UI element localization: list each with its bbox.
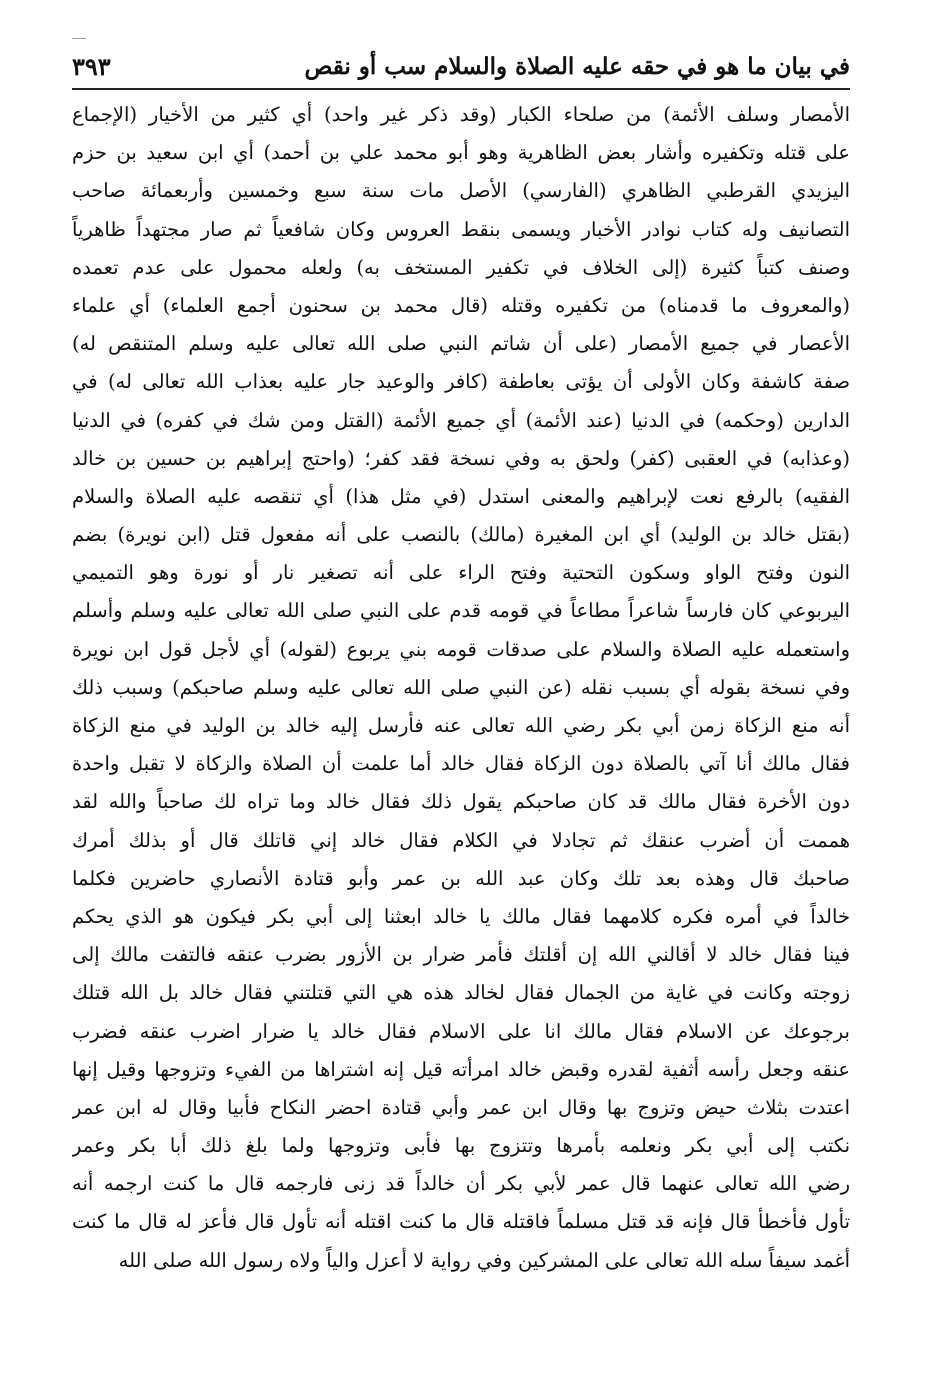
- text-line: عنقه وجعل رأسه أثفية لقدره وقبض خالد امرأته قيل إنه اشتراها من الفيء وتزوجها وقيل إنها: [72, 1057, 850, 1081]
- text-line: اعتدت بثلاث حيض وتزوج بها وقال ابن عمر وأبي قتادة احضر النكاح فأبيا وقال له ابن عمر: [72, 1095, 850, 1119]
- book-page: [72, 0, 850, 1389]
- text-line: فقال مالك أنا آتي بالصلاة دون الزكاة فقال خالد أما علمت أن الصلاة والزكاة لا تقبل واحدة: [72, 752, 850, 776]
- text-line: (وعذابه) في العقبى (كفر) ولحق به وفي نسخة فقد كفر؛ (واحتج إبراهيم بن حسين بن خالد: [72, 446, 850, 470]
- page-header: [72, 46, 850, 86]
- text-line: (والمعروف ما قدمناه) من تكفيره وقتله (قال محمد بن سحنون أجمع العلماء) أي علماء: [72, 293, 850, 317]
- text-line: أنه منع الزكاة زمن أبي بكر رضي الله تعالى عنه فأرسل إليه خالد بن الوليد في منع الزكاة: [72, 714, 850, 737]
- text-line: على قتله وتكفيره وأشار بعض الظاهرية وهو أبو محمد علي بن أحمد) أي ابن سعيد بن حزم: [72, 141, 850, 165]
- text-line: (بقتل خالد بن الوليد) أي ابن المغيرة (مالك) بالنصب على أنه مفعول قتل (ابن نويرة) بضم: [72, 523, 850, 547]
- text-line: صفة كاشفة وكان الأولى أن يؤتى بعاطفة (كافر والوعيد جار عليه بعذاب الله تعالى له) في: [72, 370, 850, 394]
- text-line: الفقيه) بالرفع نعت لإبراهيم والمعنى استدل (في مثل هذا) أي تنقصه عليه الصلاة والسلام: [72, 484, 850, 508]
- text-line: أغمد سيفاً سله الله تعالى على المشركين وفي رواية لا أعزل والياً ولاه رسول الله صلى الله: [118, 1248, 850, 1272]
- text-line: دون الأخرة فقال مالك قد كان صاحبكم يقول ذلك فقال خالد وما تراه لك صاحباً والله لقد: [72, 790, 850, 814]
- text-line: اليربوعي كان فارساً شاعراً مطاعاً في قومه قدم على النبي صلى الله تعالى عليه وسلم وأسلم: [72, 599, 850, 623]
- text-line: زوجته وكانت في غاية من الجمال فقال لخالد هذه هي التي قتلتني فقال خالد بل الله قتلك: [72, 981, 850, 1005]
- header-rule: [72, 88, 850, 90]
- text-line: اليزيدي القرطبي الظاهري (الفارسي) الأصل مات سنة سبع وخمسين وأربعمائة صاحب: [72, 179, 850, 203]
- page-number: ٣٩٣: [72, 51, 111, 81]
- text-line: الأعصار في جميع الأمصار (على أن شاتم النبي صلى الله تعالى عليه وسلم المتنقص له): [72, 332, 850, 356]
- text-line: تأول فأخطأ قال فإنه قد قتل مسلماً فاقتله قال ما كنت اقتله أنه تأول قال فأعز له قال ما كنت: [72, 1210, 850, 1234]
- text-line: برجوعك عن الاسلام فقال مالك انا على الاسلام فقال خالد يا ضرار اضرب عنقه فضرب: [72, 1019, 850, 1043]
- running-title: في بيان ما هو في حقه عليه الصلاة والسلام سب أو نقص: [304, 52, 850, 80]
- text-line: الأمصار وسلف الأئمة) من صلحاء الكبار (وقد ذكر غير واحد) أي كثير من الأخيار (الإجماع: [72, 103, 850, 126]
- text-line: صاحبك قال وهذه بعد تلك وكان عبد الله بن عمر وأبو قتادة الأنصاري حاضرين فكلما: [72, 866, 850, 890]
- text-line: التصانيف وله كتاب نوادر الأخبار ويسمى بنقط العروس وكان شافعياً ثم صار مجتهداً ظاهرياً: [72, 217, 850, 241]
- text-line: النون وفتح الواو وسكون التحتية وفتح الراء على أنه تصغير نار أو نورة وهو التميمي: [72, 561, 850, 585]
- text-line: رضي الله تعالى عنهما قال عمر لأبي بكر أن خالداً قد زنى فارجمه قال ما كنت ارجمه أنه: [72, 1172, 850, 1196]
- body-text: [72, 96, 850, 1280]
- margin-mark: [72, 38, 86, 39]
- text-line: الدارين (وحكمه) في الدنيا (عند الأئمة) أي جميع الأئمة (القتل ومن شك في كفره) في الدنيا: [72, 408, 850, 432]
- text-line: فينا فقال خالد لا أقالني الله إن أقلتك فأمر ضرار بن الأزور بضرب عنقه فالتفت مالك إلى: [72, 943, 850, 967]
- text-line: نكتب إلى أبي بكر ونعلمه بأمرها وتتزوج بها فأبى وتزوجها ولما بلغ ذلك أبا بكر وعمر: [72, 1134, 850, 1158]
- text-line: هممت أن أضرب عنقك ثم تجادلا في الكلام فقال خالد إني قاتلك قال أو بذلك أمرك: [72, 828, 850, 852]
- text-line: خالداً في أمره فكره كلامهما فقال مالك يا خالد ابعثنا إلى أبي بكر فيكون هو الذي يحكم: [72, 904, 850, 928]
- text-line: واستعمله عليه الصلاة والسلام على صدقات قومه بني يربوع (لقوله) أي لأجل قول ابن نويرة: [72, 637, 850, 661]
- text-line: وفي نسخة بقوله أي بسبب نقله (عن النبي صلى الله تعالى عليه وسلم صاحبكم) وسبب ذلك: [72, 675, 850, 699]
- text-line: وصنف كتباً كثيرة (إلى الخلاف في تكفير المستخف به) ولعله محمول على عدم تعمده: [72, 255, 850, 279]
